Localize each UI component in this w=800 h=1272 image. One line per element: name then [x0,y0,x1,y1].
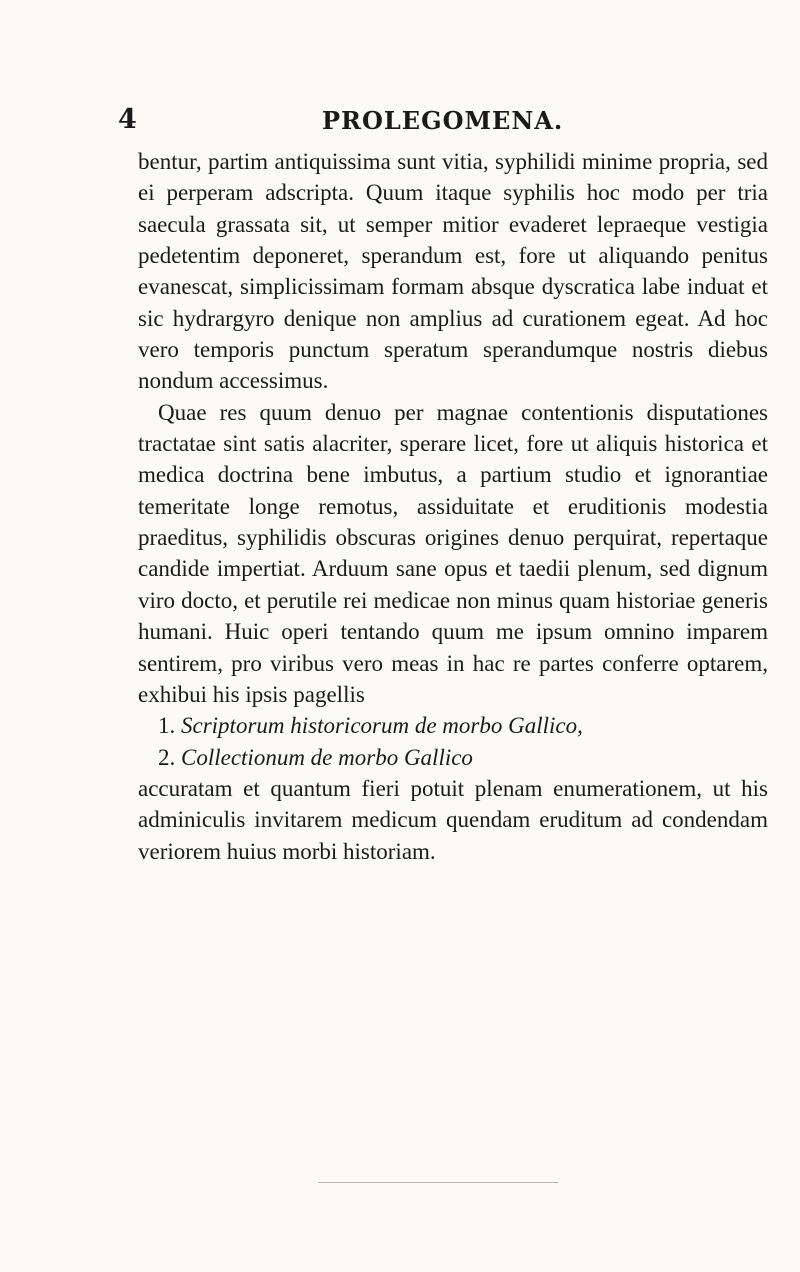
paragraph-2: Quae res quum denuo per magnae contentionis disputationes tractatae sint satis alacriter, sperare licet, fore ut aliquis historica et medica doctrina bene imbutus, a partium studio et ignorantiae temeritate longe remotus, assiduitate et eruditionis modestia praeditus, syphilidis obscuras origines denuo perquirat, repertaque candide impertiat. Arduum sane opus et taedii plenum, sed dignum viro docto, et perutile rei medicae non minus quam historiae generis humani. Huic operi tentando quum me ipsum omnino imparem sentirem, pro viribus vero meas in hac re partes conferre optarem, exhibui his ipsis pagellis [138,399,768,707]
list-item-number: 2. [158,744,176,770]
paragraph-3: accuratam et quantum fieri potuit plenam enumerationem, ut his adminiculis invitarem medicum quendam eruditum ad condendam veriorem huius morbi historiam. [138,775,768,864]
body-text [138,146,768,867]
list-item-number: 1. [158,713,176,739]
list-item-title: Collectionum de morbo Gallico [181,744,473,770]
page-number: 4 [118,104,137,135]
paragraph-1: bentur, partim antiquissima sunt vitia, syphilidi minime propria, sed ei perperam adscripta. Quum itaque syphilis hoc modo per tria saecula grassata sit, ut semper mitior evaderet lepraeque vestigia pedetentim deponeret, sperandum est, fore ut aliquando penitus evanescat, simplicissimam formam absque dyscratica labe induat et sic hydrargyro denique non amplius ad curationem egeat. Ad hoc vero temporis punctum speratum sperandumque nostris diebus nondum accessimus. [138,149,768,394]
page-header [118,104,778,140]
footer-rule [318,1182,558,1183]
running-head: PROLEGOMENA. [322,106,564,135]
list-item-1 [138,710,768,741]
list-item-2 [138,742,768,773]
list-item-title: Scriptorum historicorum de morbo Gallico, [181,713,583,739]
